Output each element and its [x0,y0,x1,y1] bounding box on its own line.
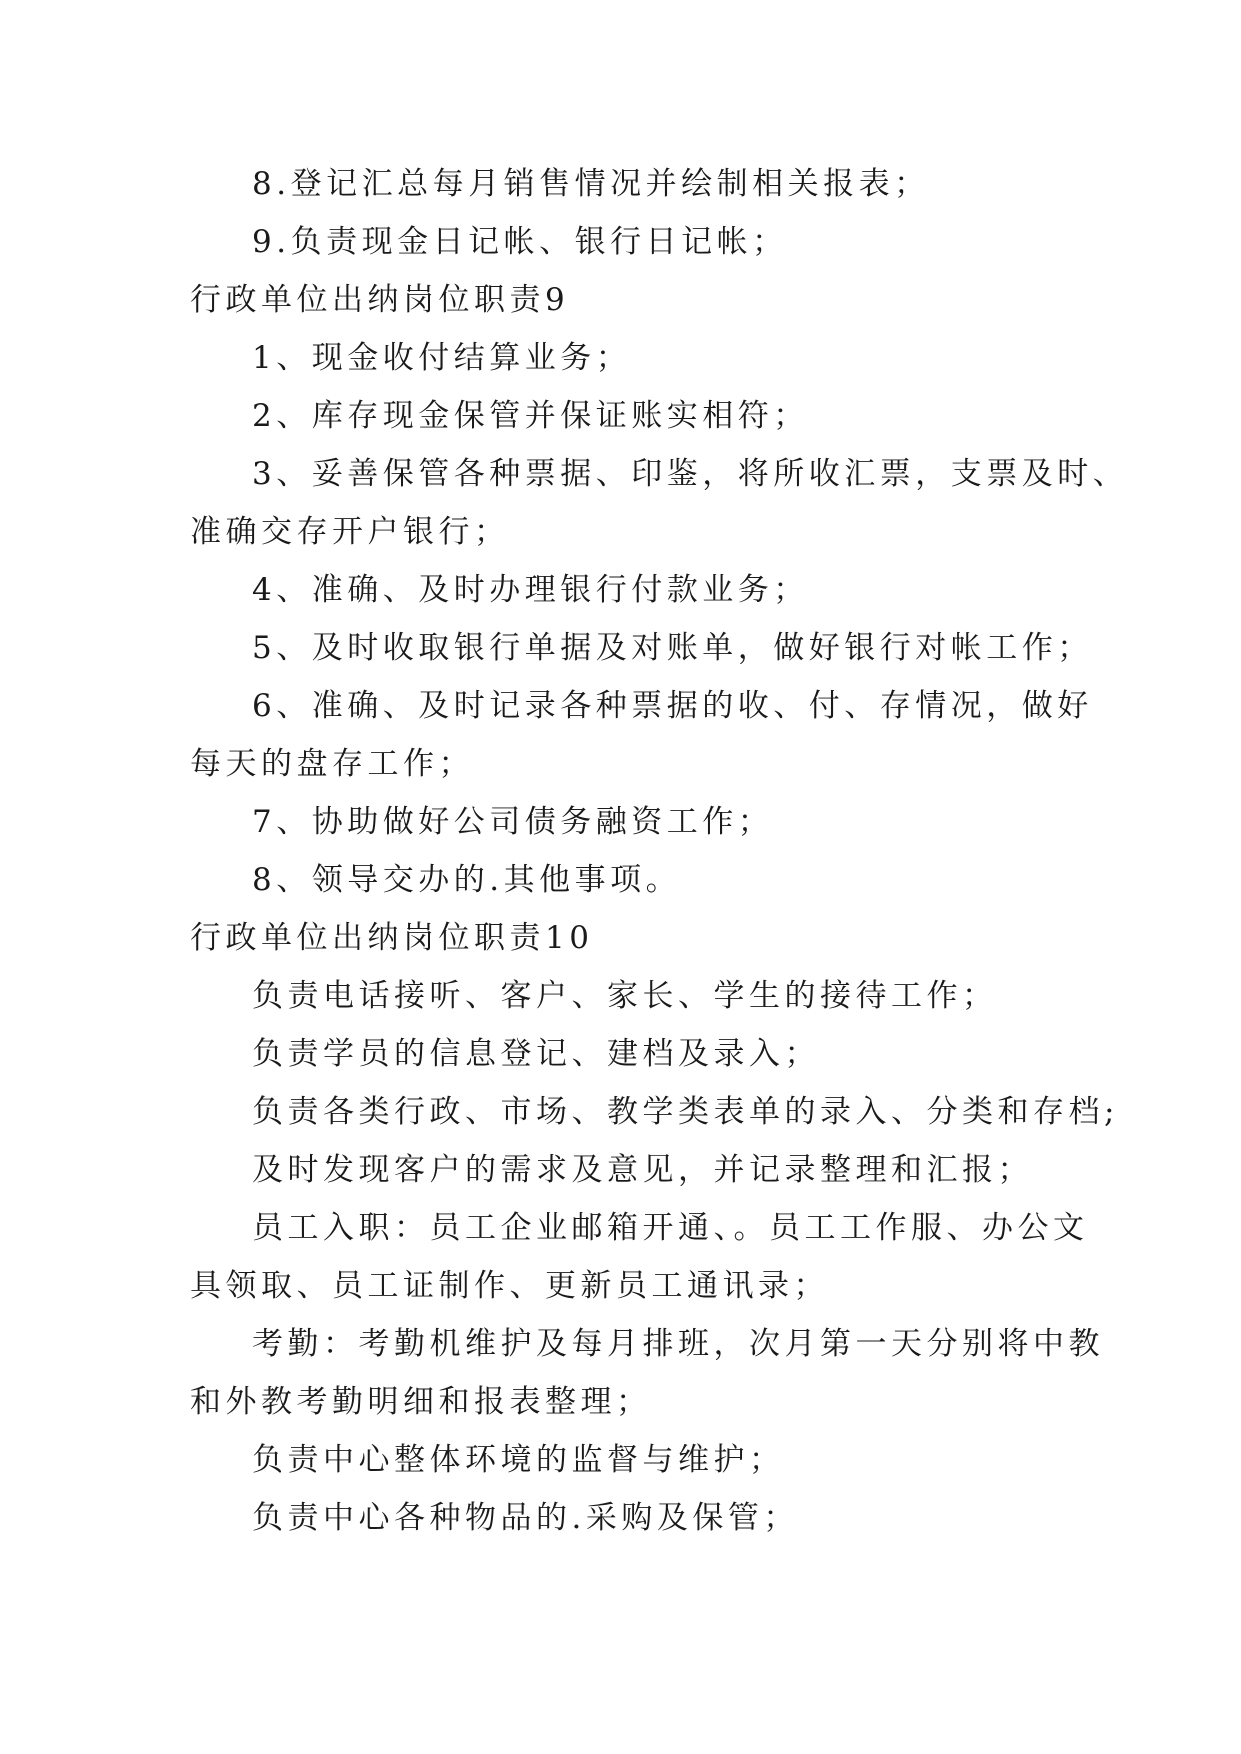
paragraph-line-continuation: 具领取、员工证制作、更新员工通讯录； [190,1268,829,1304]
paragraph-line: 及时发现客户的需求及意见，并记录整理和汇报； [252,1152,1033,1188]
paragraph-line: 2、库存现金保管并保证账实相符； [252,398,809,434]
paragraph-line: 3、妥善保管各种票据、印鉴，将所收汇票，支票及时、 [252,456,1129,492]
paragraph-line: 5、及时收取银行单据及对账单，做好银行对帐工作； [252,630,1093,666]
paragraph-line-continuation: 准确交存开户银行； [190,514,510,550]
paragraph-line: 考勤：考勤机维护及每月排班，次月第一天分别将中教 [252,1326,1104,1362]
paragraph-line: 7、协助做好公司债务融资工作； [252,804,774,840]
paragraph-line: 9.负责现金日记帐、银行日记帐； [252,224,788,260]
document-body [190,155,1129,1547]
paragraph-line: 负责中心各种物品的.采购及保管； [252,1500,799,1536]
paragraph-line-continuation: 每天的盘存工作； [190,746,474,782]
paragraph-line-continuation: 和外教考勤明细和报表整理； [190,1384,652,1420]
paragraph-line: 负责电话接听、客户、家长、学生的接待工作； [252,978,998,1014]
paragraph-line: 员工入职：员工企业邮箱开通、。员工工作服、办公文 [252,1210,1089,1246]
paragraph-line: 负责中心整体环境的监督与维护； [252,1442,785,1478]
paragraph-line: 负责各类行政、市场、教学类表单的录入、分类和存档; [252,1094,1119,1130]
paragraph-line: 4、准确、及时办理银行付款业务； [252,572,809,608]
paragraph-line: 1、现金收付结算业务； [252,340,632,376]
paragraph-line: 6、准确、及时记录各种票据的收、付、存情况，做好 [252,688,1093,724]
paragraph-line: 负责学员的信息登记、建档及录入； [252,1036,820,1072]
paragraph-line: 8.登记汇总每月销售情况并绘制相关报表； [252,166,930,202]
paragraph-line: 8、领导交办的.其他事项。 [252,862,682,898]
section-heading: 行政单位出纳岗位职责10 [190,920,594,956]
section-heading: 行政单位出纳岗位职责9 [190,282,570,318]
